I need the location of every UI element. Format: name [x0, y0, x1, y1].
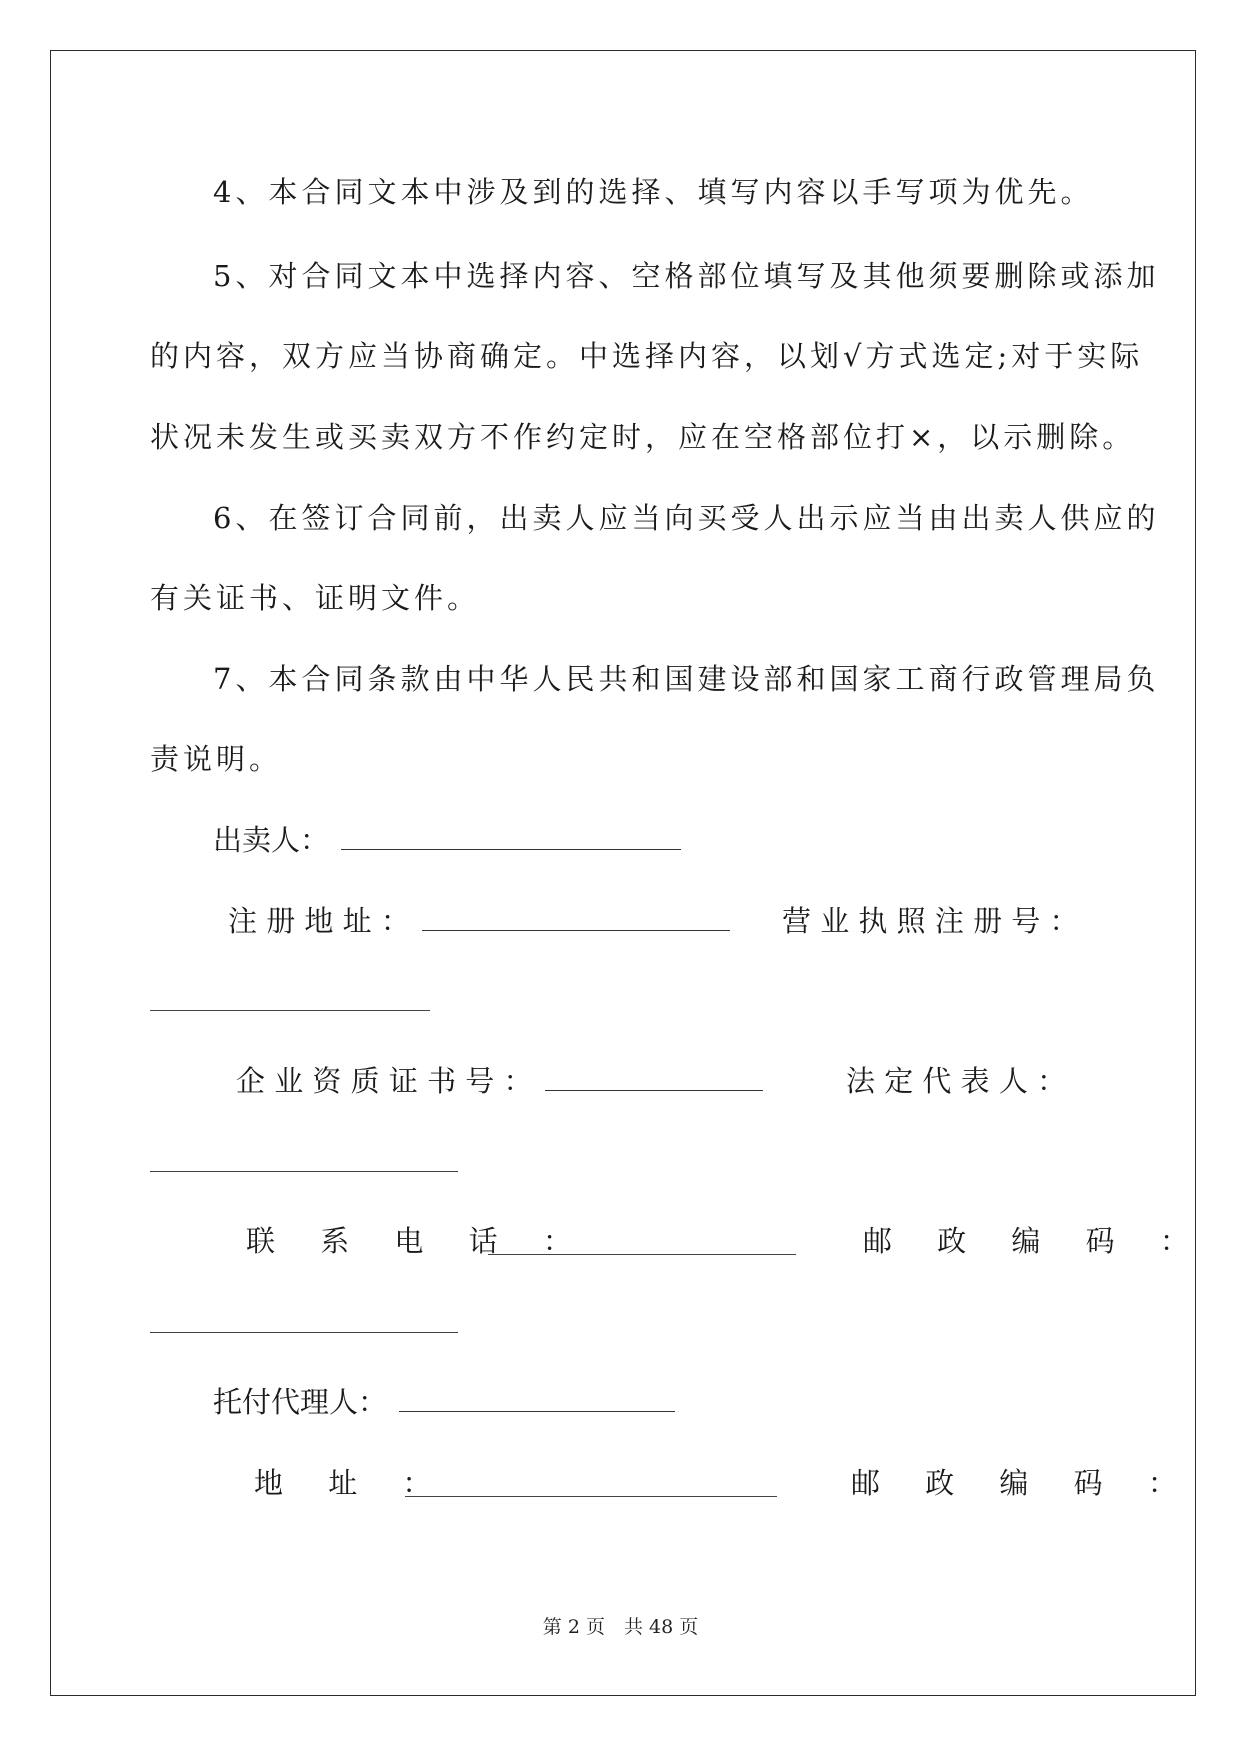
postcode-row	[863, 1221, 1207, 1261]
page-number: 第 2 页 共 48 页	[542, 1616, 699, 1638]
clause-5-line-3: 状况未发生或买卖双方不作约定时，应在空格部位打×，以示删除。	[150, 420, 1136, 454]
clause-4-line-1: 4、本合同文本中涉及到的选择、填写内容以手写项为优先。	[213, 175, 1094, 209]
seller-row	[213, 820, 681, 860]
agent-blank[interactable]	[399, 1385, 675, 1412]
agent-row	[213, 1382, 675, 1422]
license-no-row	[782, 901, 1079, 941]
license-no-blank[interactable]	[150, 1010, 430, 1011]
qualification-row	[236, 1061, 763, 1101]
qualification-label: 企 业 资 质 证 书 号 ：	[236, 1064, 533, 1098]
agent-label: 托付代理人：	[213, 1385, 388, 1419]
reg-address-row	[228, 901, 730, 941]
clause-6-line-2: 有关证书、证明文件。	[150, 581, 481, 615]
reg-address-label: 注 册 地 址 ：	[228, 904, 410, 938]
clause-7-line-1: 7、本合同条款由中华人民共和国建设部和国家工商行政管理局负	[213, 662, 1160, 696]
clause-5-line-2: 的内容，双方应当协商确定。中选择内容，以划√方式选定;对于实际	[150, 339, 1144, 373]
phone-row	[246, 1221, 590, 1261]
postcode2-row	[851, 1463, 1195, 1503]
clause-5-line-1: 5、对合同文本中选择内容、空格部位填写及其他须要删除或添加	[213, 259, 1160, 293]
address-label: 地 址 ：	[254, 1466, 450, 1500]
seller-label: 出卖人：	[213, 823, 330, 857]
clause-7-line-2: 责说明。	[150, 742, 283, 776]
phone-blank[interactable]	[488, 1254, 796, 1255]
reg-address-blank[interactable]	[422, 904, 730, 931]
legal-rep-blank[interactable]	[150, 1171, 458, 1172]
address-row	[254, 1463, 449, 1503]
legal-rep-label: 法 定 代 表 人 ：	[846, 1064, 1067, 1098]
phone-label: 联 系 电 话 ：	[246, 1224, 590, 1258]
license-no-label: 营 业 执 照 注 册 号 ：	[782, 904, 1079, 938]
seller-blank[interactable]	[341, 823, 681, 850]
page-border	[50, 50, 1196, 1696]
postcode-blank[interactable]	[150, 1332, 458, 1333]
address-blank[interactable]	[405, 1496, 777, 1497]
legal-rep-row	[846, 1061, 1066, 1101]
postcode-label: 邮 政 编 码 ：	[863, 1224, 1207, 1258]
qualification-blank[interactable]	[545, 1064, 763, 1091]
clause-6-line-1: 6、在签订合同前，出卖人应当向买受人出示应当由出卖人供应的	[213, 501, 1160, 535]
postcode2-label: 邮 政 编 码 ：	[851, 1466, 1195, 1500]
